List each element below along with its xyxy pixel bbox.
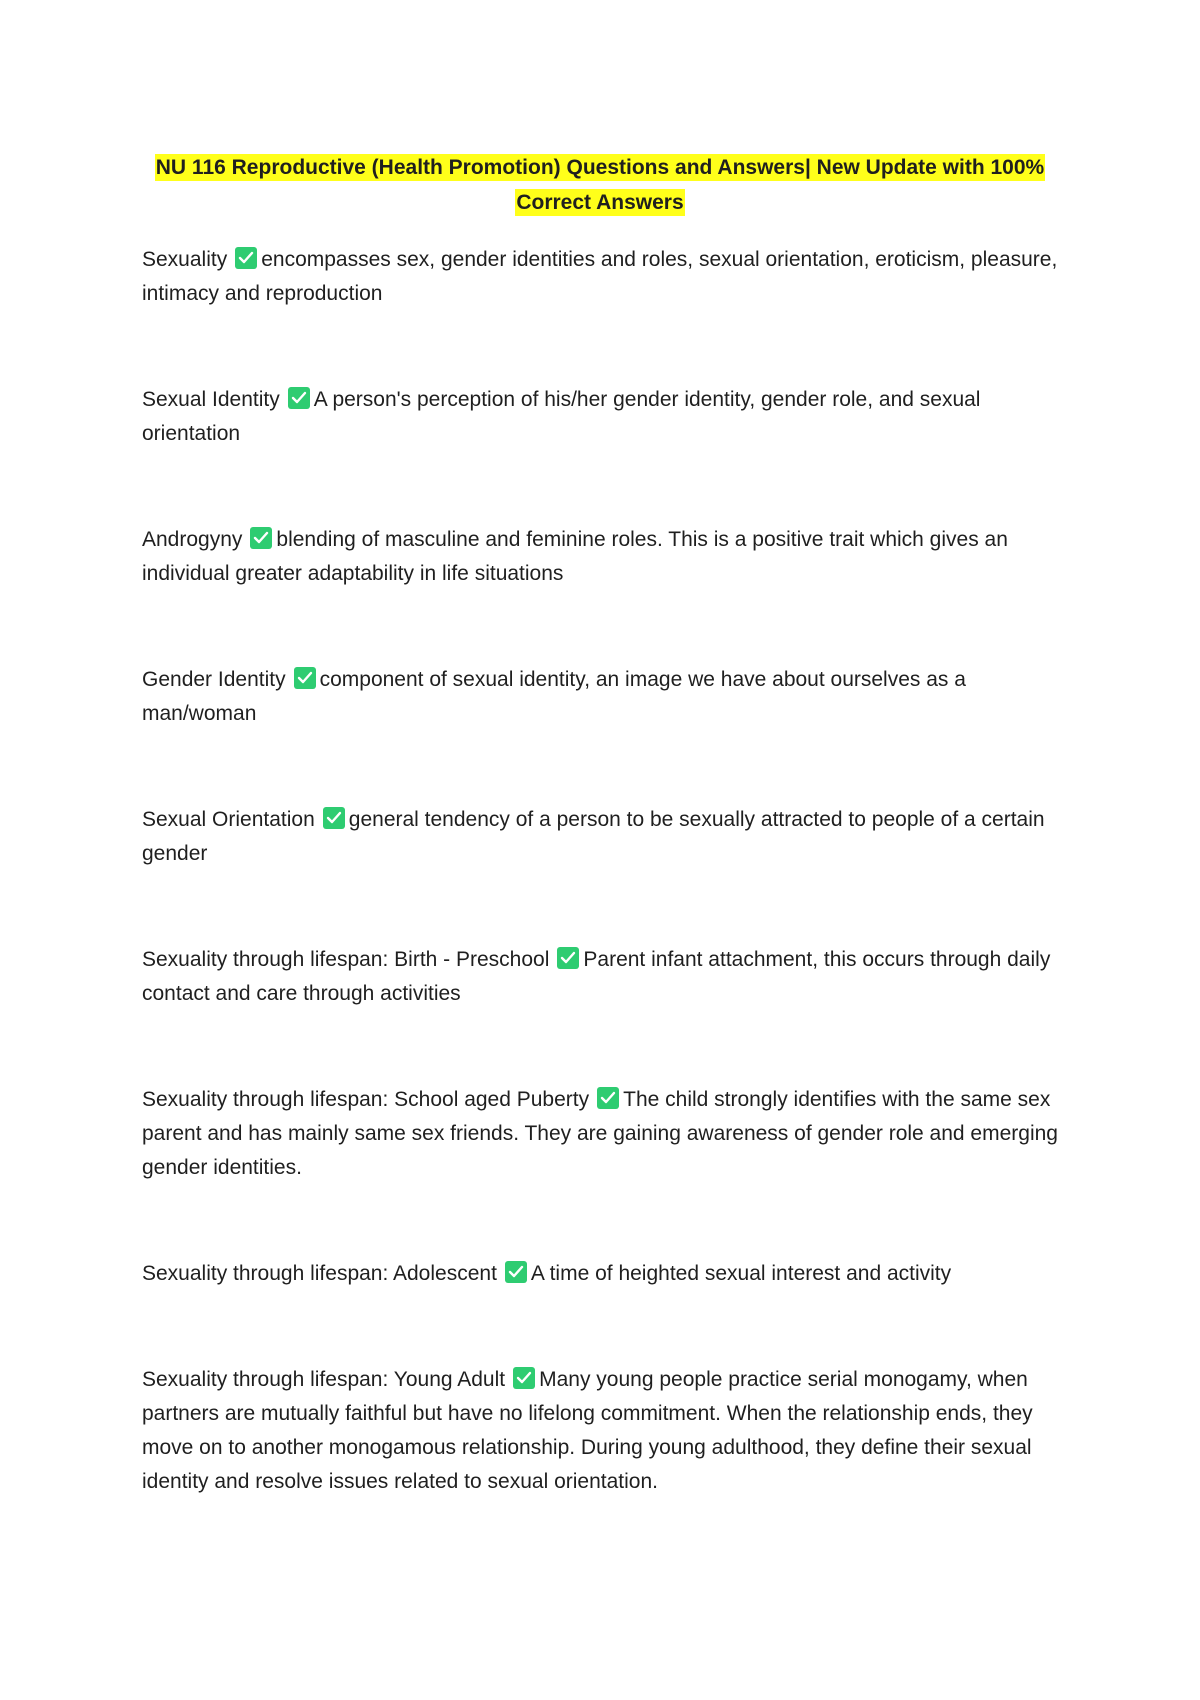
qa-entry [142, 803, 1064, 871]
entry-term: Androgyny [142, 528, 243, 551]
qa-entry [142, 243, 1064, 311]
entry-term: Sexual Identity [142, 388, 280, 411]
green-checkmark-icon [557, 947, 579, 969]
green-checkmark-icon [294, 667, 316, 689]
entry-definition: general tendency of a person to be sexually attracted to people of a certain gender [142, 808, 1045, 865]
entry-definition: The child strongly identifies with the same sex parent and has mainly same sex friends. They are gaining awareness of gender role and emerging gender identities. [142, 1088, 1058, 1179]
green-checkmark-icon [513, 1367, 535, 1389]
entry-term: Sexuality [142, 248, 228, 271]
entry-definition: Parent infant attachment, this occurs through daily contact and care through activities [142, 948, 1051, 1005]
entry-term: Sexuality through lifespan: Birth - Preschool [142, 948, 550, 971]
title-line-1: NU 116 Reproductive (Health Promotion) Questions and Answers| New Update with 100% [155, 156, 1045, 179]
entry-definition: encompasses sex, gender identities and roles, sexual orientation, eroticism, pleasure, intimacy and reproduction [142, 248, 1058, 305]
qa-list [142, 243, 1064, 1571]
green-checkmark-icon [597, 1087, 619, 1109]
entry-definition: A time of heighted sexual interest and activity [530, 1262, 952, 1285]
qa-entry [142, 383, 1064, 451]
document-title [140, 150, 1060, 220]
green-checkmark-icon [288, 387, 310, 409]
qa-entry [142, 1363, 1064, 1499]
green-checkmark-icon [323, 807, 345, 829]
entry-definition: Many young people practice serial monogamy, when partners are mutually faithful but have no lifelong commitment. When the relationship ends, they move on to another monogamous relationship. During young adulthood, they define their sexual identity and resolve issues related to sexual orientation. [142, 1368, 1033, 1493]
qa-entry [142, 663, 1064, 731]
entry-definition: component of sexual identity, an image we have about ourselves as a man/woman [142, 668, 966, 725]
qa-entry [142, 943, 1064, 1011]
entry-definition: A person's perception of his/her gender identity, gender role, and sexual orientation [142, 388, 981, 445]
qa-entry [142, 1257, 1064, 1291]
entry-definition: blending of masculine and feminine roles. This is a positive trait which gives an individual greater adaptability in life situations [142, 528, 1008, 585]
entry-term: Sexual Orientation [142, 808, 315, 831]
title-line-2: Correct Answers [516, 191, 684, 214]
qa-entry [142, 523, 1064, 591]
qa-entry [142, 1083, 1064, 1185]
entry-term: Sexuality through lifespan: Adolescent [142, 1262, 497, 1285]
entry-term: Sexuality through lifespan: School aged Puberty [142, 1088, 590, 1111]
entry-term: Sexuality through lifespan: Young Adult [142, 1368, 506, 1391]
green-checkmark-icon [505, 1261, 527, 1283]
green-checkmark-icon [250, 527, 272, 549]
entry-term: Gender Identity [142, 668, 286, 691]
green-checkmark-icon [235, 247, 257, 269]
